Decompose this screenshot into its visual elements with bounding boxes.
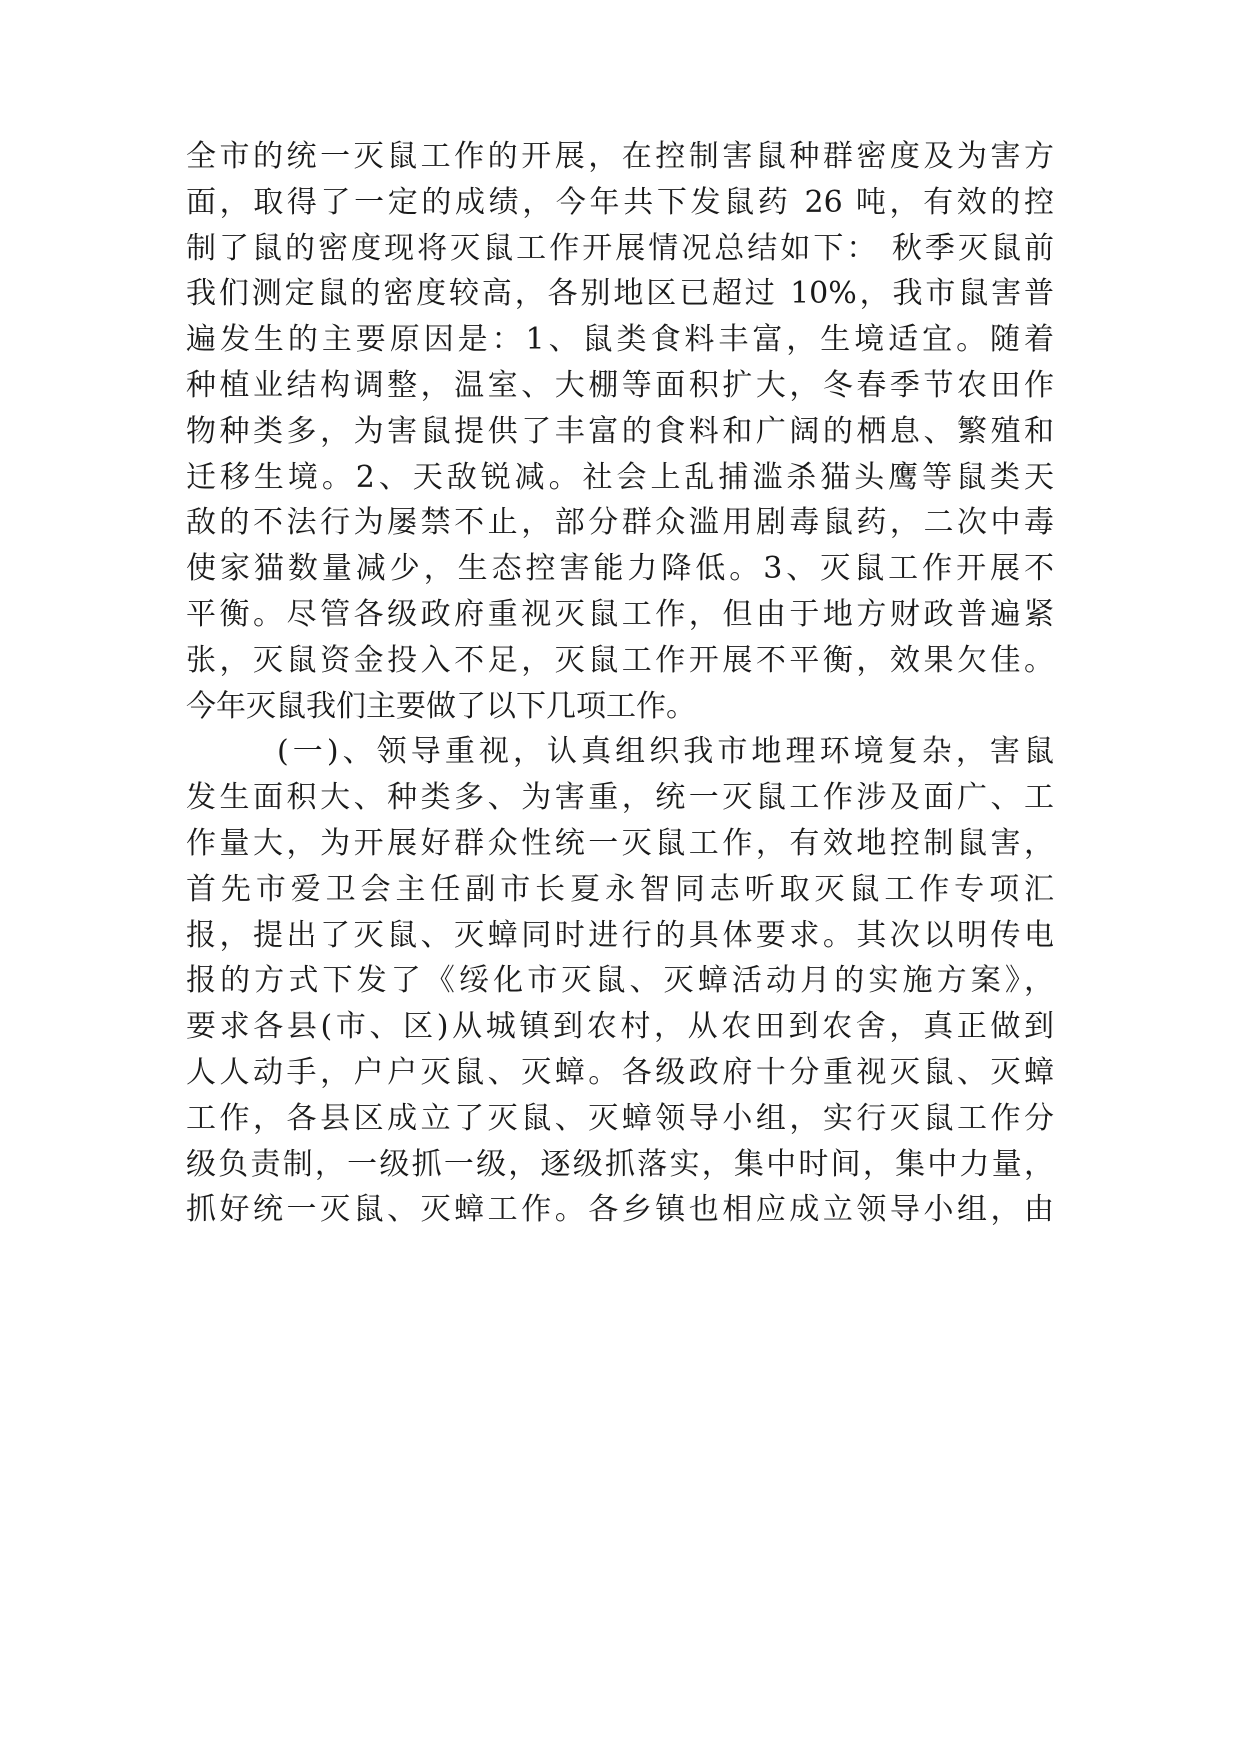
text-line: 张，灭鼠资金投入不足，灭鼠工作开展不平衡，效果欠佳。 bbox=[186, 642, 1054, 678]
text-line: 抓好统一灭鼠、灭蟑工作。各乡镇也相应成立领导小组，由 bbox=[186, 1192, 1054, 1228]
text-line: 迁移生境。2、天敌锐减。社会上乱捕滥杀猫头鹰等鼠类天 bbox=[186, 459, 1054, 495]
document-body bbox=[186, 134, 1054, 1233]
text-line: 报，提出了灭鼠、灭蟑同时进行的具体要求。其次以明传电 bbox=[186, 917, 1054, 953]
text-line: 级负责制，一级抓一级，逐级抓落实，集中时间，集中力量， bbox=[186, 1146, 1054, 1182]
text-line: (一)、领导重视，认真组织我市地理环境复杂，害鼠 bbox=[277, 734, 1054, 770]
text-line: 报的方式下发了《绥化市灭鼠、灭蟑活动月的实施方案》， bbox=[186, 963, 1054, 999]
paragraph-2 bbox=[186, 729, 1054, 1233]
text-line: 平衡。尽管各级政府重视灭鼠工作，但由于地方财政普遍紧 bbox=[186, 596, 1054, 632]
text-line: 使家猫数量减少，生态控害能力降低。3、灭鼠工作开展不 bbox=[186, 551, 1054, 587]
text-line: 发生面积大、种类多、为害重，统一灭鼠工作涉及面广、工 bbox=[186, 780, 1054, 816]
paragraph-1 bbox=[186, 134, 1054, 729]
text-line: 我们测定鼠的密度较高，各别地区已超过 10%，我市鼠害普 bbox=[186, 276, 1054, 312]
text-line: 面，取得了一定的成绩，今年共下发鼠药 26 吨，有效的控 bbox=[186, 184, 1054, 220]
text-line: 敌的不法行为屡禁不止，部分群众滥用剧毒鼠药，二次中毒 bbox=[186, 505, 1054, 541]
text-line: 首先市爱卫会主任副市长夏永智同志听取灭鼠工作专项汇 bbox=[186, 871, 1054, 907]
text-line: 物种类多，为害鼠提供了丰富的食料和广阔的栖息、繁殖和 bbox=[186, 413, 1054, 449]
text-line: 工作，各县区成立了灭鼠、灭蟑领导小组，实行灭鼠工作分 bbox=[186, 1100, 1054, 1136]
text-line: 要求各县(市、区)从城镇到农村，从农田到农舍，真正做到 bbox=[186, 1009, 1054, 1045]
text-line: 今年灭鼠我们主要做了以下几项工作。 bbox=[186, 688, 696, 724]
text-line: 种植业结构调整，温室、大棚等面积扩大，冬春季节农田作 bbox=[186, 367, 1054, 403]
text-line: 制了鼠的密度现将灭鼠工作开展情况总结如下： 秋季灭鼠前 bbox=[186, 230, 1054, 266]
text-line: 遍发生的主要原因是：1、鼠类食料丰富，生境适宜。随着 bbox=[186, 322, 1054, 358]
text-line: 全市的统一灭鼠工作的开展，在控制害鼠种群密度及为害方 bbox=[186, 139, 1054, 174]
text-line: 人人动手，户户灭鼠、灭蟑。各级政府十分重视灭鼠、灭蟑 bbox=[186, 1054, 1054, 1090]
text-line: 作量大，为开展好群众性统一灭鼠工作，有效地控制鼠害， bbox=[186, 825, 1054, 861]
